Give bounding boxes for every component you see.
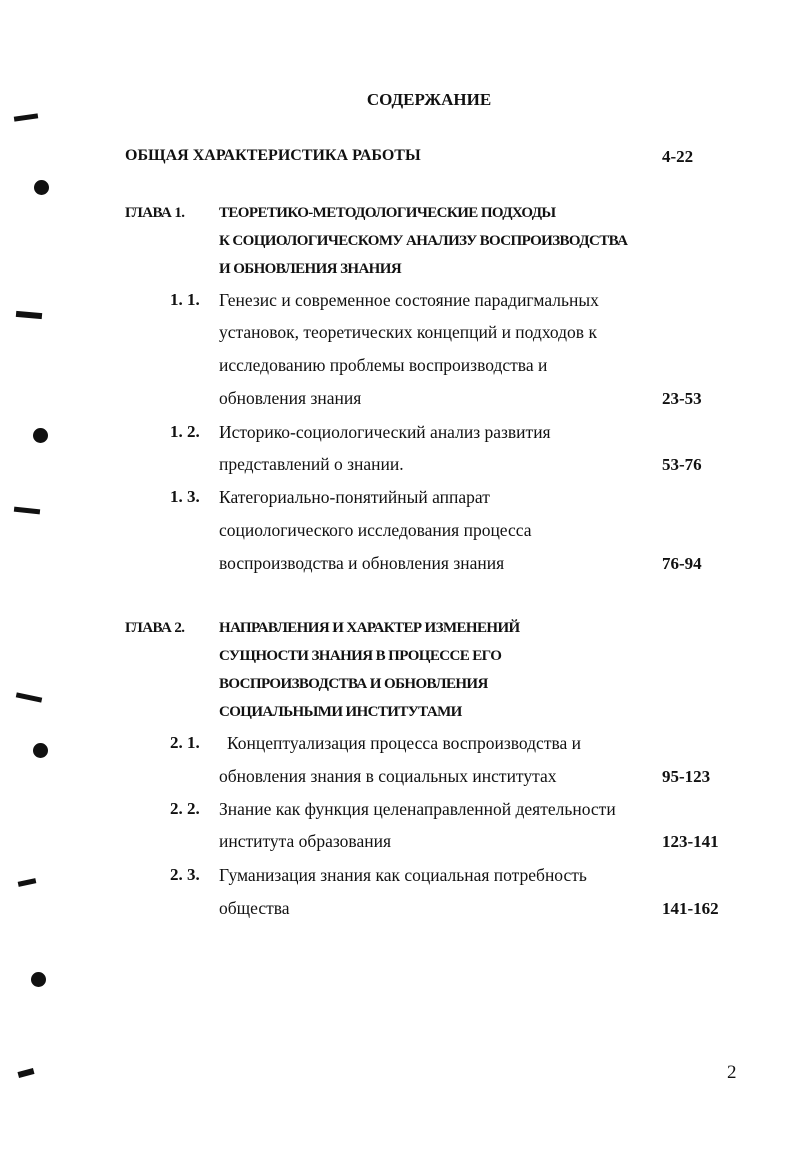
section-pages: 95-123 <box>662 767 711 786</box>
section-text-line: воспроизводства и обновления знания <box>219 553 505 573</box>
section-number: 1. 1. <box>170 290 200 309</box>
section-pages: 53-76 <box>662 455 702 474</box>
page-number: 2 <box>727 1062 737 1083</box>
section-text-line: института образования <box>219 831 391 851</box>
section-text-line: Гуманизация знания как социальная потребность <box>219 865 587 885</box>
binder-mark <box>16 692 42 702</box>
section-pages: 23-53 <box>662 389 702 408</box>
section-pages: 141-162 <box>662 899 719 918</box>
binder-hole <box>34 180 49 195</box>
section-number: 2. 1. <box>170 733 200 752</box>
chapter2-heading-line: СУЩНОСТИ ЗНАНИЯ В ПРОЦЕССЕ ЕГО <box>219 648 502 664</box>
chapter2-heading-line: СОЦИАЛЬНЫМИ ИНСТИТУТАМИ <box>219 704 462 720</box>
chapter1-label: ГЛАВА 1. <box>125 205 185 221</box>
section-text-line: Знание как функция целенаправленной деятельности <box>219 799 616 819</box>
chapter2-label: ГЛАВА 2. <box>125 620 185 636</box>
section-pages: 76-94 <box>662 554 702 573</box>
section-text-line: обновления знания в социальных институтах <box>219 766 557 786</box>
section-text-line: представлений о знании. <box>219 454 404 474</box>
toc-general-pages: 4-22 <box>662 147 694 166</box>
toc-general-label: ОБЩАЯ ХАРАКТЕРИСТИКА РАБОТЫ <box>125 147 421 164</box>
binder-hole <box>33 743 48 758</box>
section-text-line: Категориально-понятийный аппарат <box>219 487 490 507</box>
section-number: 2. 3. <box>170 865 200 884</box>
section-text-line: общества <box>219 898 290 918</box>
section-text-line: Историко-социологический анализ развития <box>219 422 551 442</box>
binder-hole <box>31 972 46 987</box>
section-number: 1. 3. <box>170 487 200 506</box>
binder-hole <box>33 428 48 443</box>
chapter1-heading-line: ТЕОРЕТИКО-МЕТОДОЛОГИЧЕСКИЕ ПОДХОДЫ <box>219 205 556 221</box>
section-text-line: обновления знания <box>219 388 362 408</box>
section-text-line: Генезис и современное состояние парадигмальных <box>219 290 599 310</box>
section-number: 2. 2. <box>170 799 200 818</box>
binder-mark <box>18 878 37 887</box>
binder-mark <box>17 1068 34 1078</box>
chapter2-heading-line: НАПРАВЛЕНИЯ И ХАРАКТЕР ИЗМЕНЕНИЙ <box>219 620 520 636</box>
section-text-line: установок, теоретических концепций и подходов к <box>219 322 597 342</box>
section-pages: 123-141 <box>662 832 719 851</box>
page-title: СОДЕРЖАНИЕ <box>366 90 492 109</box>
chapter1-heading-line: К СОЦИОЛОГИЧЕСКОМУ АНАЛИЗУ ВОСПРОИЗВОДСТВА <box>219 233 628 249</box>
chapter2-heading-line: ВОСПРОИЗВОДСТВА И ОБНОВЛЕНИЯ <box>219 676 488 692</box>
section-text-line: социологического исследования процесса <box>219 520 532 540</box>
binder-mark <box>16 311 42 319</box>
section-number: 1. 2. <box>170 422 200 441</box>
binder-mark <box>14 113 38 121</box>
section-text-line: исследованию проблемы воспроизводства и <box>219 355 548 375</box>
section-text-line: Концептуализация процесса воспроизводства и <box>227 733 582 753</box>
binder-mark <box>14 507 40 515</box>
chapter1-heading-line: И ОБНОВЛЕНИЯ ЗНАНИЯ <box>219 261 402 277</box>
